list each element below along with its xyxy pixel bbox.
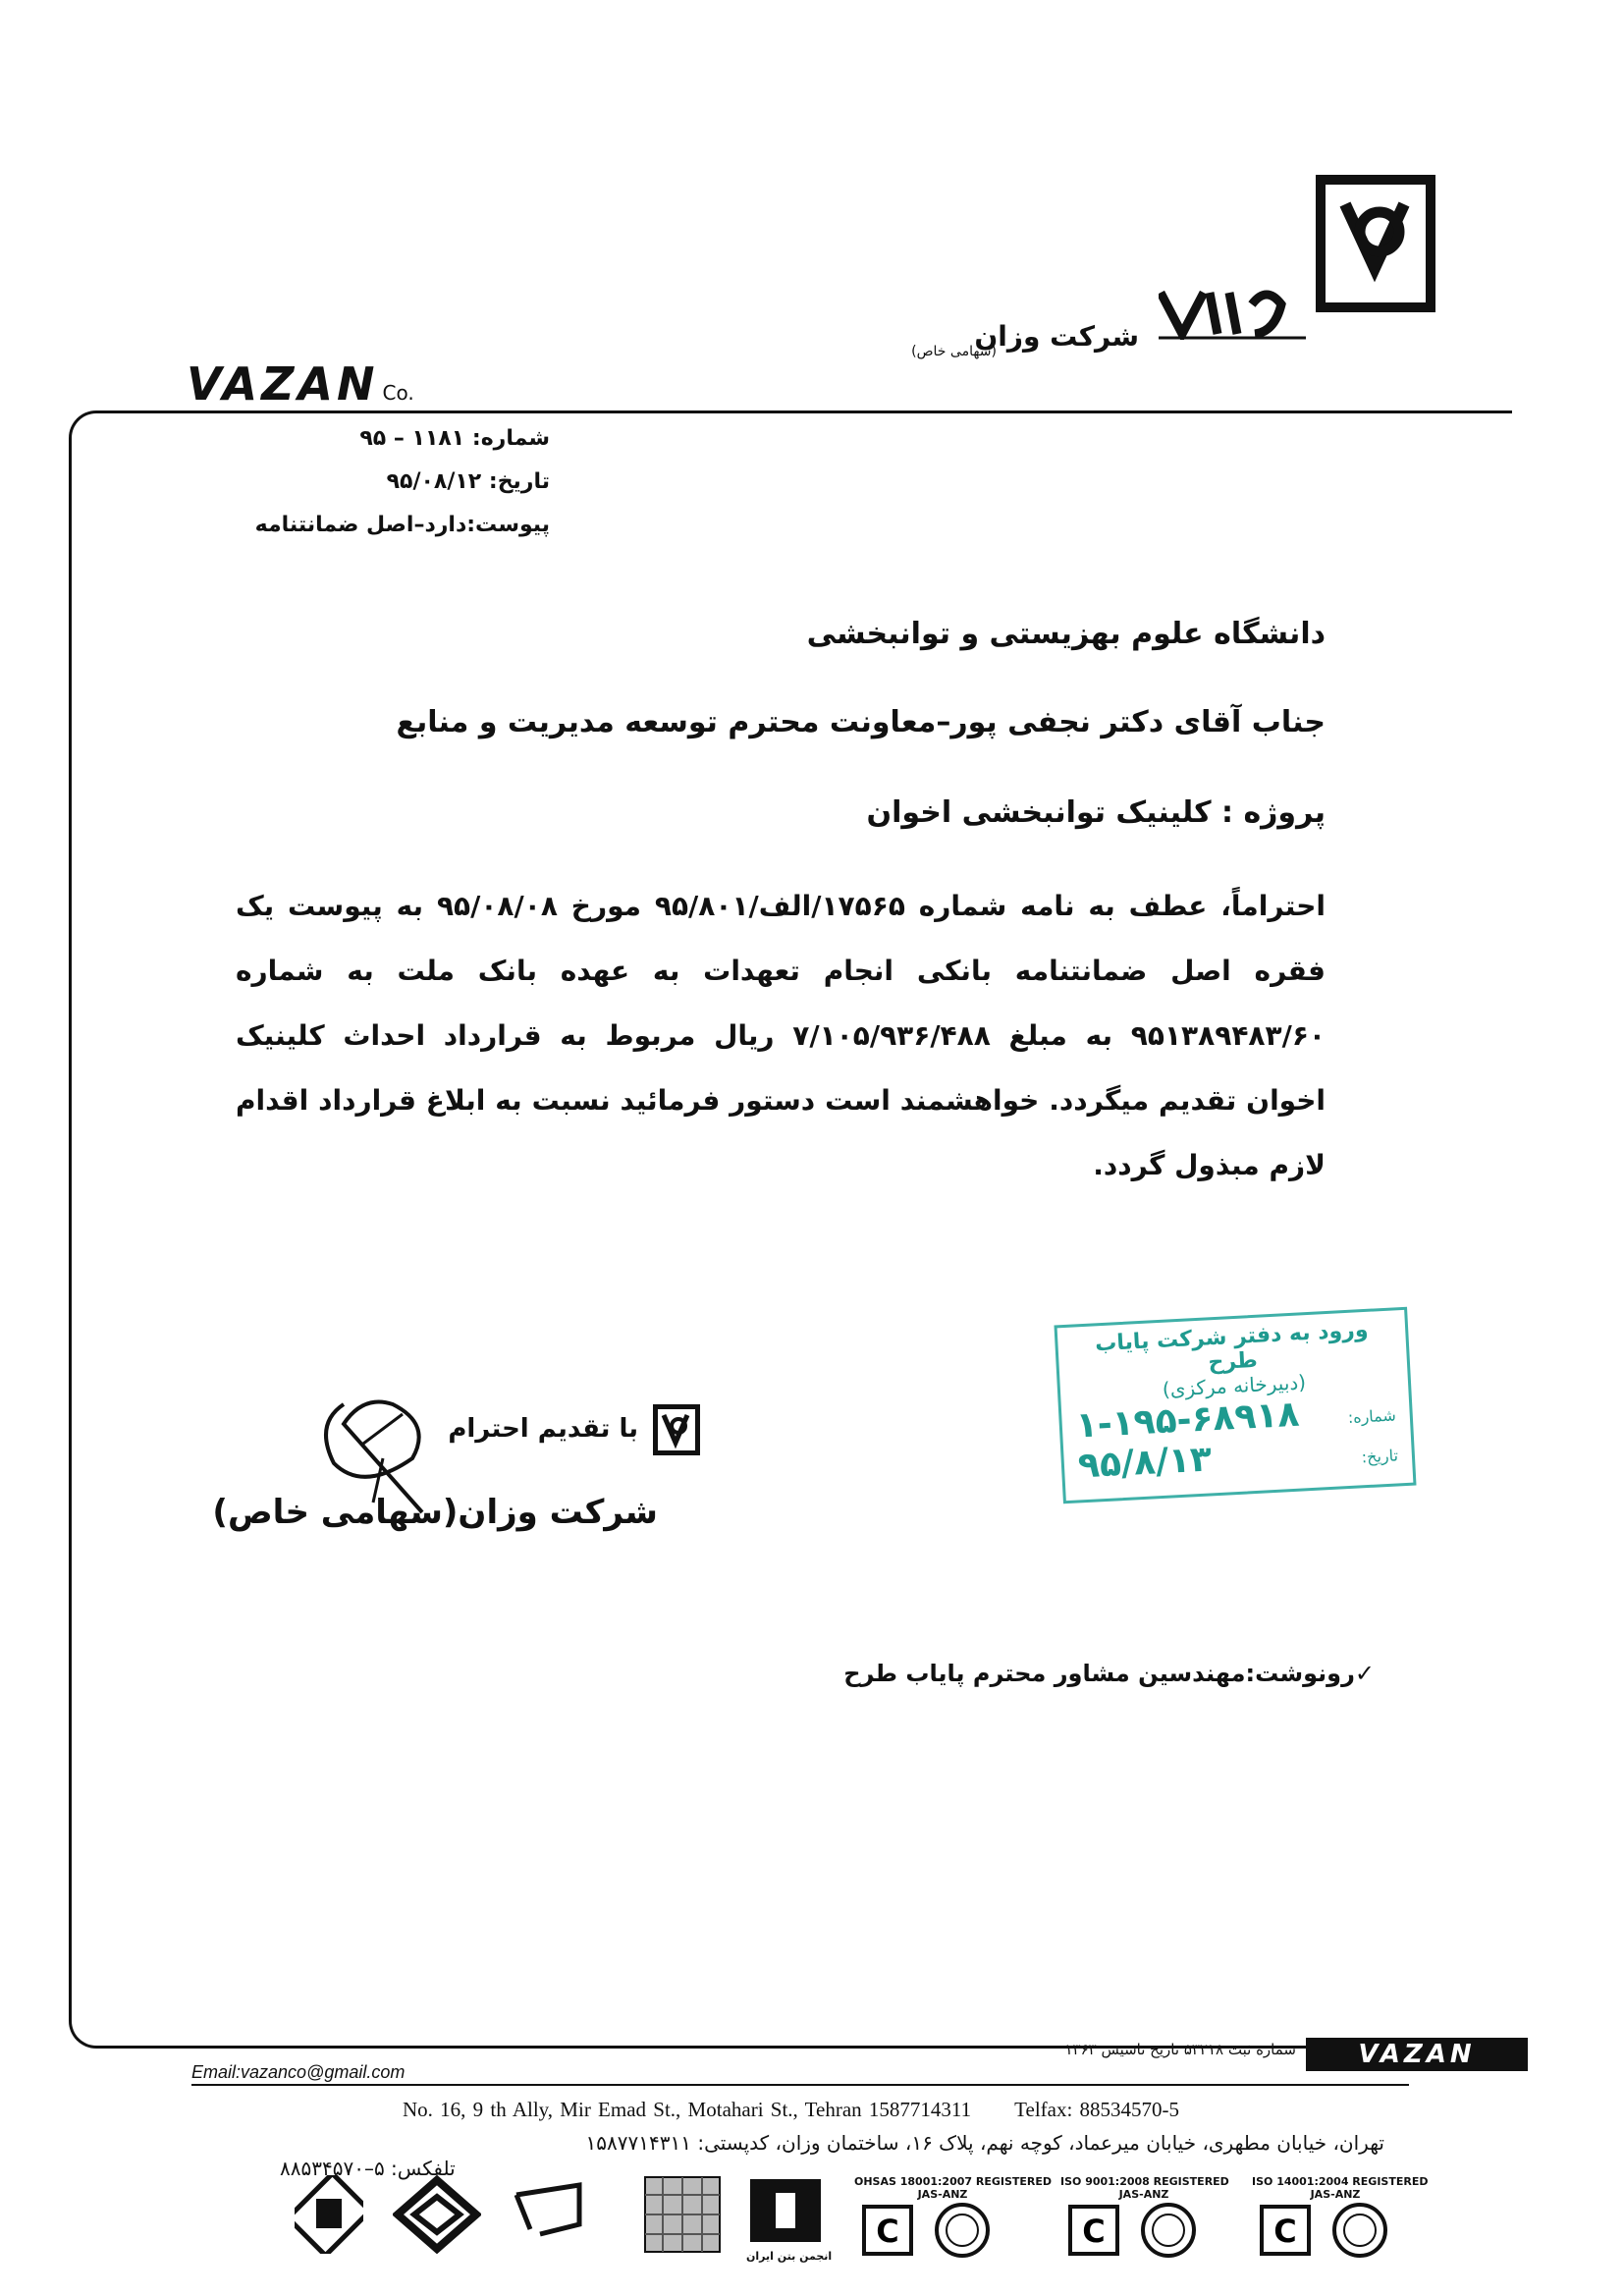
letter-date: تاریخ: ۹۵/۰۸/۱۲ bbox=[386, 469, 550, 494]
cert-iso9001-label: ISO 9001:2008 REGISTERED bbox=[1060, 2175, 1229, 2188]
stamp-date-label: تاریخ: bbox=[1361, 1446, 1399, 1467]
brand-latin: VAZAN bbox=[187, 357, 379, 410]
telfax-en: Telfax: 88534570-5 bbox=[1014, 2098, 1180, 2121]
cert-ohsas-icon bbox=[854, 2201, 1031, 2260]
svg-text:C: C bbox=[876, 2213, 899, 2250]
company-logo-box bbox=[1316, 175, 1435, 312]
letter-number: شماره: ۱۱۸۱ – ۹۵ bbox=[359, 426, 550, 451]
cert-iso14001-sub: JAS-ANZ bbox=[1310, 2188, 1361, 2201]
footer-brand: VAZAN bbox=[1306, 2038, 1528, 2071]
stamp-date-value: ۹۵/۸/۱۳ bbox=[1076, 1439, 1214, 1487]
cert-ohsas-label: OHSAS 18001:2007 REGISTERED bbox=[854, 2175, 1053, 2188]
recipient-org: دانشگاه علوم بهزیستی و توانبخشی bbox=[806, 617, 1326, 651]
cert-iso9001-icon bbox=[1060, 2201, 1227, 2260]
stamp-number-value: ۱-۱۹۵-۶۸۹۱۸ bbox=[1074, 1394, 1301, 1447]
reference-block bbox=[255, 417, 550, 547]
org-logo-2-icon bbox=[393, 2175, 481, 2254]
footer-telfax-fa: تلفکس: ۵–۸۸۵۳۴۵۷۰ bbox=[280, 2157, 456, 2180]
concrete-assoc-logo bbox=[746, 2175, 833, 2263]
letter-attachment: پیوست:دارد–اصل ضمانتنامه bbox=[254, 513, 550, 537]
org-logo-3-icon bbox=[511, 2175, 589, 2244]
cert-ohsas-sub: JAS-ANZ bbox=[917, 2188, 968, 2201]
signature-company: شرکت وزان(سهامی خاص) bbox=[212, 1493, 658, 1532]
concrete-assoc-caption: انجمن بتن ایران bbox=[746, 2250, 833, 2263]
svg-text:C: C bbox=[1273, 2213, 1297, 2250]
company-type-fa: (سهامی خاص) bbox=[911, 344, 997, 359]
org-logo-4-icon bbox=[643, 2175, 722, 2254]
cert-iso9001 bbox=[1060, 2175, 1227, 2264]
svg-text:C: C bbox=[1082, 2213, 1106, 2250]
certification-logos bbox=[295, 2175, 1434, 2283]
cert-iso14001 bbox=[1252, 2175, 1429, 2264]
company-name-fa: شرکت وزان bbox=[974, 320, 1139, 353]
stamp-number-label: شماره: bbox=[1347, 1405, 1397, 1427]
vazan-brand-logo bbox=[187, 357, 442, 410]
address-en: No. 16, 9 th Ally, Mir Emad St., Motahari St., Tehran 1587714311 bbox=[403, 2098, 972, 2121]
brand-co: Co. bbox=[382, 381, 414, 405]
stamp-title: ورود به دفتر شرکت پایاب طرح bbox=[1094, 1317, 1370, 1376]
received-stamp bbox=[1054, 1307, 1416, 1504]
footer-address-fa: تهران، خیابان مطهری، خیابان میرعماد، کوچه نهم، پلاک ۱۶، ساختمان وزان، کدپستی: ۱۵۸۷۷۱۴۳۱۱ bbox=[585, 2131, 1384, 2155]
letter-frame bbox=[69, 410, 1512, 2049]
cert-iso9001-sub: JAS-ANZ bbox=[1118, 2188, 1169, 2201]
cert-iso14001-label: ISO 14001:2004 REGISTERED bbox=[1252, 2175, 1429, 2188]
project-title: پروژه : کلینیک توانبخشی اخوان bbox=[866, 795, 1326, 830]
footer-registration: شماره ثبت ۵۳۲۱۸ تاریخ تاسیس ۱۳۶۳ bbox=[1064, 2041, 1296, 2058]
footer-email[interactable]: Email:vazanco@gmail.com bbox=[191, 2062, 406, 2082]
logo-wordmark-icon bbox=[1159, 275, 1306, 340]
footer-divider bbox=[191, 2084, 1409, 2086]
cert-iso14001-icon bbox=[1252, 2201, 1419, 2260]
footer-address-en bbox=[403, 2098, 1179, 2122]
cert-ohsas bbox=[854, 2175, 1053, 2264]
signature-closing: با تقدیم احترام bbox=[448, 1414, 638, 1444]
letter-body: احتراماً، عطف به نامه شماره ۱۷۵۶۵/الف/۹۵/۸۰۱ مورخ ۹۵/۰۸/۰۸ به پیوست یک فقره اصل ضمانتنامه بانکی انجام تعهدات به عهده بانک ملت به شماره ۹۵۱۳۸۹۴۸۳/۶۰ به مبلغ ۷/۱۰۵/۹۳۶/۴۸۸ ریال مربوط به قرارداد احداث کلینیک اخوان تقدیم میگردد. خواهشمند است دستور فرمائید نسبت به ابلاغ قرارداد اقدام لازم مبذول گردد. bbox=[236, 890, 1326, 1181]
concrete-assoc-icon bbox=[746, 2175, 825, 2246]
stamp-subtitle: (دبیرخانه مرکزی) bbox=[1162, 1370, 1307, 1401]
org-logo-1-icon bbox=[295, 2175, 363, 2254]
carbon-copy: ✓رونوشت:مهندسین مشاور محترم پایاب طرح bbox=[843, 1660, 1375, 1687]
signature-logo-icon bbox=[653, 1404, 700, 1455]
logo-glyph-icon bbox=[1326, 185, 1426, 302]
recipient-person: جناب آقای دکتر نجفی پور–معاونت محترم توسعه مدیریت و منابع bbox=[396, 705, 1326, 739]
